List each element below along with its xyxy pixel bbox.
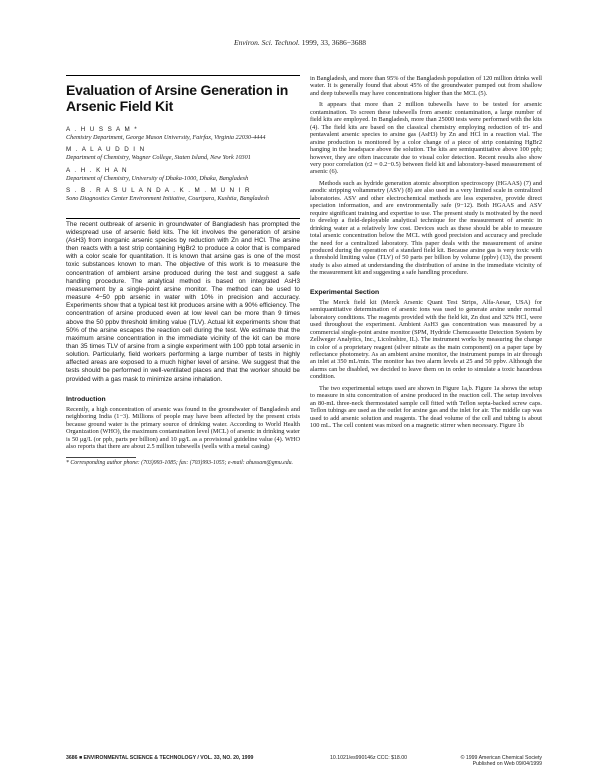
- journal-name: Environ. Sci. Technol.: [233, 38, 300, 47]
- page-footer: [66, 755, 542, 771]
- abstract: The recent outbreak of arsenic in groundwater of Bangladesh has prompted the widespread use of arsenic field kits. The kit involves the generation of arsine (AsH3) from inorganic arsenic species by reduction with Zn and HCl. The arsine then reacts with a test strip containing HgBr2 to produce a color that is compared with a color scale for quantitation. It is known that arsine gas is one of the most toxic substances known to man. The objective of this work is to measure the concentration of ambient arsine produced during the test and suggest a safe handling procedure. The analytical method is based on integrated AsH3 measurement by a single-point arsine monitor. The method can be used to measure 4−50 ppb arsenic in water with 10% in precision and accuracy. Experiments show that a typical test kit produces arsine with a 90% efficiency. The concentration of arsine produced even at low level can be more than 9 times above the 50 ppbv threshold limiting value (TLV). Actual kit experiments show that 50% of the arsine escapes the reaction cell during the test. We estimate that the maximum arsine concentration in the immediate vicinity of the kit can be more than 35 times TLV of arsine from a single experiment with 100 ppb total arsenic in solution. Particularly, field workers performing a large number of tests in highly affected areas are exposed to a much higher level of arsine. We suggest that the tests should be performed in well-ventilated places and that the worker should be provided with a gas mask to minimize arsine inhalation.: [66, 220, 300, 383]
- right-column: [310, 75, 542, 429]
- title-rule: [66, 75, 300, 76]
- footer-published-line: Published on Web 09/04/1999: [472, 761, 542, 768]
- experimental-paragraph: The Merck field kit (Merck Arsenic Quant Test Strips, Alfa-Aesar, USA) for semiquantitative determination of arsenic ions was used to generate arsine under normal laboratory conditions. The reagents provided with the field kit, Zn dust and 32% HCl, were used throughout the experiment. Ambient AsH3 gas concentration was measured by a commercial single-point arsine monitor (SPM, Hydride Chemcassette Detection System by Zellweger Analytics, Inc., Licolnshire, IL). The instrument works by measuring the change in color of a proprietary reagent (silver nitrate as the main component) on a paper tape by reflectance photometry. As an ambient arsine monitor, the instrument pumps in air through an inlet at 350 mL/min. The monitor has two alarm levels at 25 and 50 ppbv. Although the alarms can be disabled, we decided to leave them on in order to simulate a toxic hazardous condition.: [310, 298, 542, 381]
- author-block: [66, 187, 300, 202]
- author-affiliation: Sono Diagnostics Center Environment Initiative, Courtpara, Kushtia, Bangladesh: [66, 195, 269, 203]
- author-affiliation: Chemistry Department, George Mason University, Fairfax, Virginia 22030-4444: [66, 134, 266, 141]
- author-affiliation: Department of Chemistry, Wagner College, Staten Island, New York 10301: [66, 154, 251, 162]
- introduction-paragraph: Recently, a high concentration of arsenic was found in the groundwater of Bangladesh and neighboring India (1−3). Millions of people may have been affected by the present crisis because ground water is the primary source of drinking water. According to World Health Organization (WHO), the maximum contamination level (MCL) of arsenic in drinking water is 50 μg/L (or ppb, parts per billion) and 10 μg/L as a provisional guideline value (4). WHO also reports that there are about 2.5 million tubewells (wells with a metal casing): [66, 405, 300, 451]
- running-head: [0, 38, 600, 47]
- introduction-heading: Introduction: [66, 395, 106, 403]
- introduction-paragraph: It appears that more than 2 million tubewells have to be tested for arsenic contamination. To screen these tubewells from arsenic contamination, a large number of field kits are employed. In Bangladesh, more than 25000 tests were performed with the kits (4). The field kits are based on the classical chemistry employing reduction of tri- and pentavalent arsenic species to arsine gas (AsH3) by Zn and HCl in a reaction vial. The arsine production is monitored by a color change of a piece of strip containing HgBr2 hanging in the headspace above the solution. The kits are semiquantitative above 100 ppb; however, they are often inaccurate due to visual color detection. Recent results also show very poor correlation (r2 = 0.2−0.5) between field kit and laboratory-based measurement of arsenic (6).: [310, 101, 542, 176]
- author-block: [66, 126, 300, 141]
- left-column: [66, 75, 300, 467]
- footer-copyright: [461, 755, 542, 768]
- footer-journal-info: 3686 ■ ENVIRONMENTAL SCIENCE & TECHNOLOGY / VOL. 33, NO. 20, 1999: [66, 755, 254, 761]
- experimental-heading: Experimental Section: [310, 288, 380, 296]
- author-names: A . H . K H A N: [66, 166, 128, 174]
- experimental-paragraph: The two experimental setups used are shown in Figure 1a,b. Figure 1a shows the setup to measure in situ concentration of arsine produced in the reaction cell. The setup involves an 80-mL three-neck thermostated sample cell fitted with Teflon septa-backed screw caps. Teflon tubings are used as the outlet for arsine gas and the inlet for air. The middle cap was used to add arsenic solution and reagents. The dead volume of the cell and tubing is about 100 mL. The cell content was mixed on a magnetic stirrer when necessary. Figure 1b: [310, 384, 542, 430]
- footer-doi: 10.1021/es990146z CCC: $18.00: [330, 755, 408, 761]
- footnote-rule: [66, 457, 136, 458]
- author-block: [66, 146, 300, 161]
- author-names: M . A L A U D D I N: [66, 146, 146, 154]
- introduction-paragraph-continued: in Bangladesh, and more than 95% of the Bangladesh population of 120 million drinks well water. It is generally found that about 45% of the groundwater pumped out from shallow and deep tubewells may have concentrations higher than the MCL (5).: [310, 75, 542, 97]
- author-names: S . B . R A S U L A N D A . K . M . M U N I R: [66, 187, 251, 195]
- footer-copyright-line: © 1999 American Chemical Society: [460, 755, 542, 761]
- introduction-paragraph: Methods such as hydride generation atomic absorption spectroscopy (HGAAS) (7) and anodic stripping voltammetry (ASV) (8) are also used in a very limited scale in centralized laboratories. ASV and other electrochemical methods are less expensive, provide direct speciation information, and are environmentally safe (9−12). Both HGAAS and ASV require significant training and expertise to use. The present study is motivated by the need to develop a field-deployable analytical technique for the measurement of arsenic in drinking water at a relatively low cost. Devices such as these should be able to measure total arsenic concentration below the MCL with good precision and accuracy and preclude the need for a centralized laboratory. This paper deals with the measurement of arsine produced during the operation of a standard field kit. Because arsine gas is very toxic with a threshold limiting value (TLV) of 50 parts per billion by volume (ppbv) (13), the present study is also aimed at understanding the distribution of arsine in the immediate vicinity of the measurement kit and suggesting a safe handling procedure.: [310, 179, 542, 277]
- volume-pages: 1999, 33, 3686−3688: [301, 38, 366, 47]
- author-names: A . H U S S A M *: [66, 126, 139, 133]
- author-affiliation: Department of Chemistry, University of Dhaka-1000, Dhaka, Bangladesh: [66, 174, 249, 182]
- corresponding-author-footnote: * Corresponding author phone: (703)993-1085; fax: (703)993-1055; e-mail: ahussam@gmu.edu.: [66, 460, 293, 467]
- abstract-rule: [66, 218, 300, 219]
- author-block: [66, 167, 300, 182]
- article-title: Evaluation of Arsine Generation in Arsenic Field Kit: [66, 82, 289, 114]
